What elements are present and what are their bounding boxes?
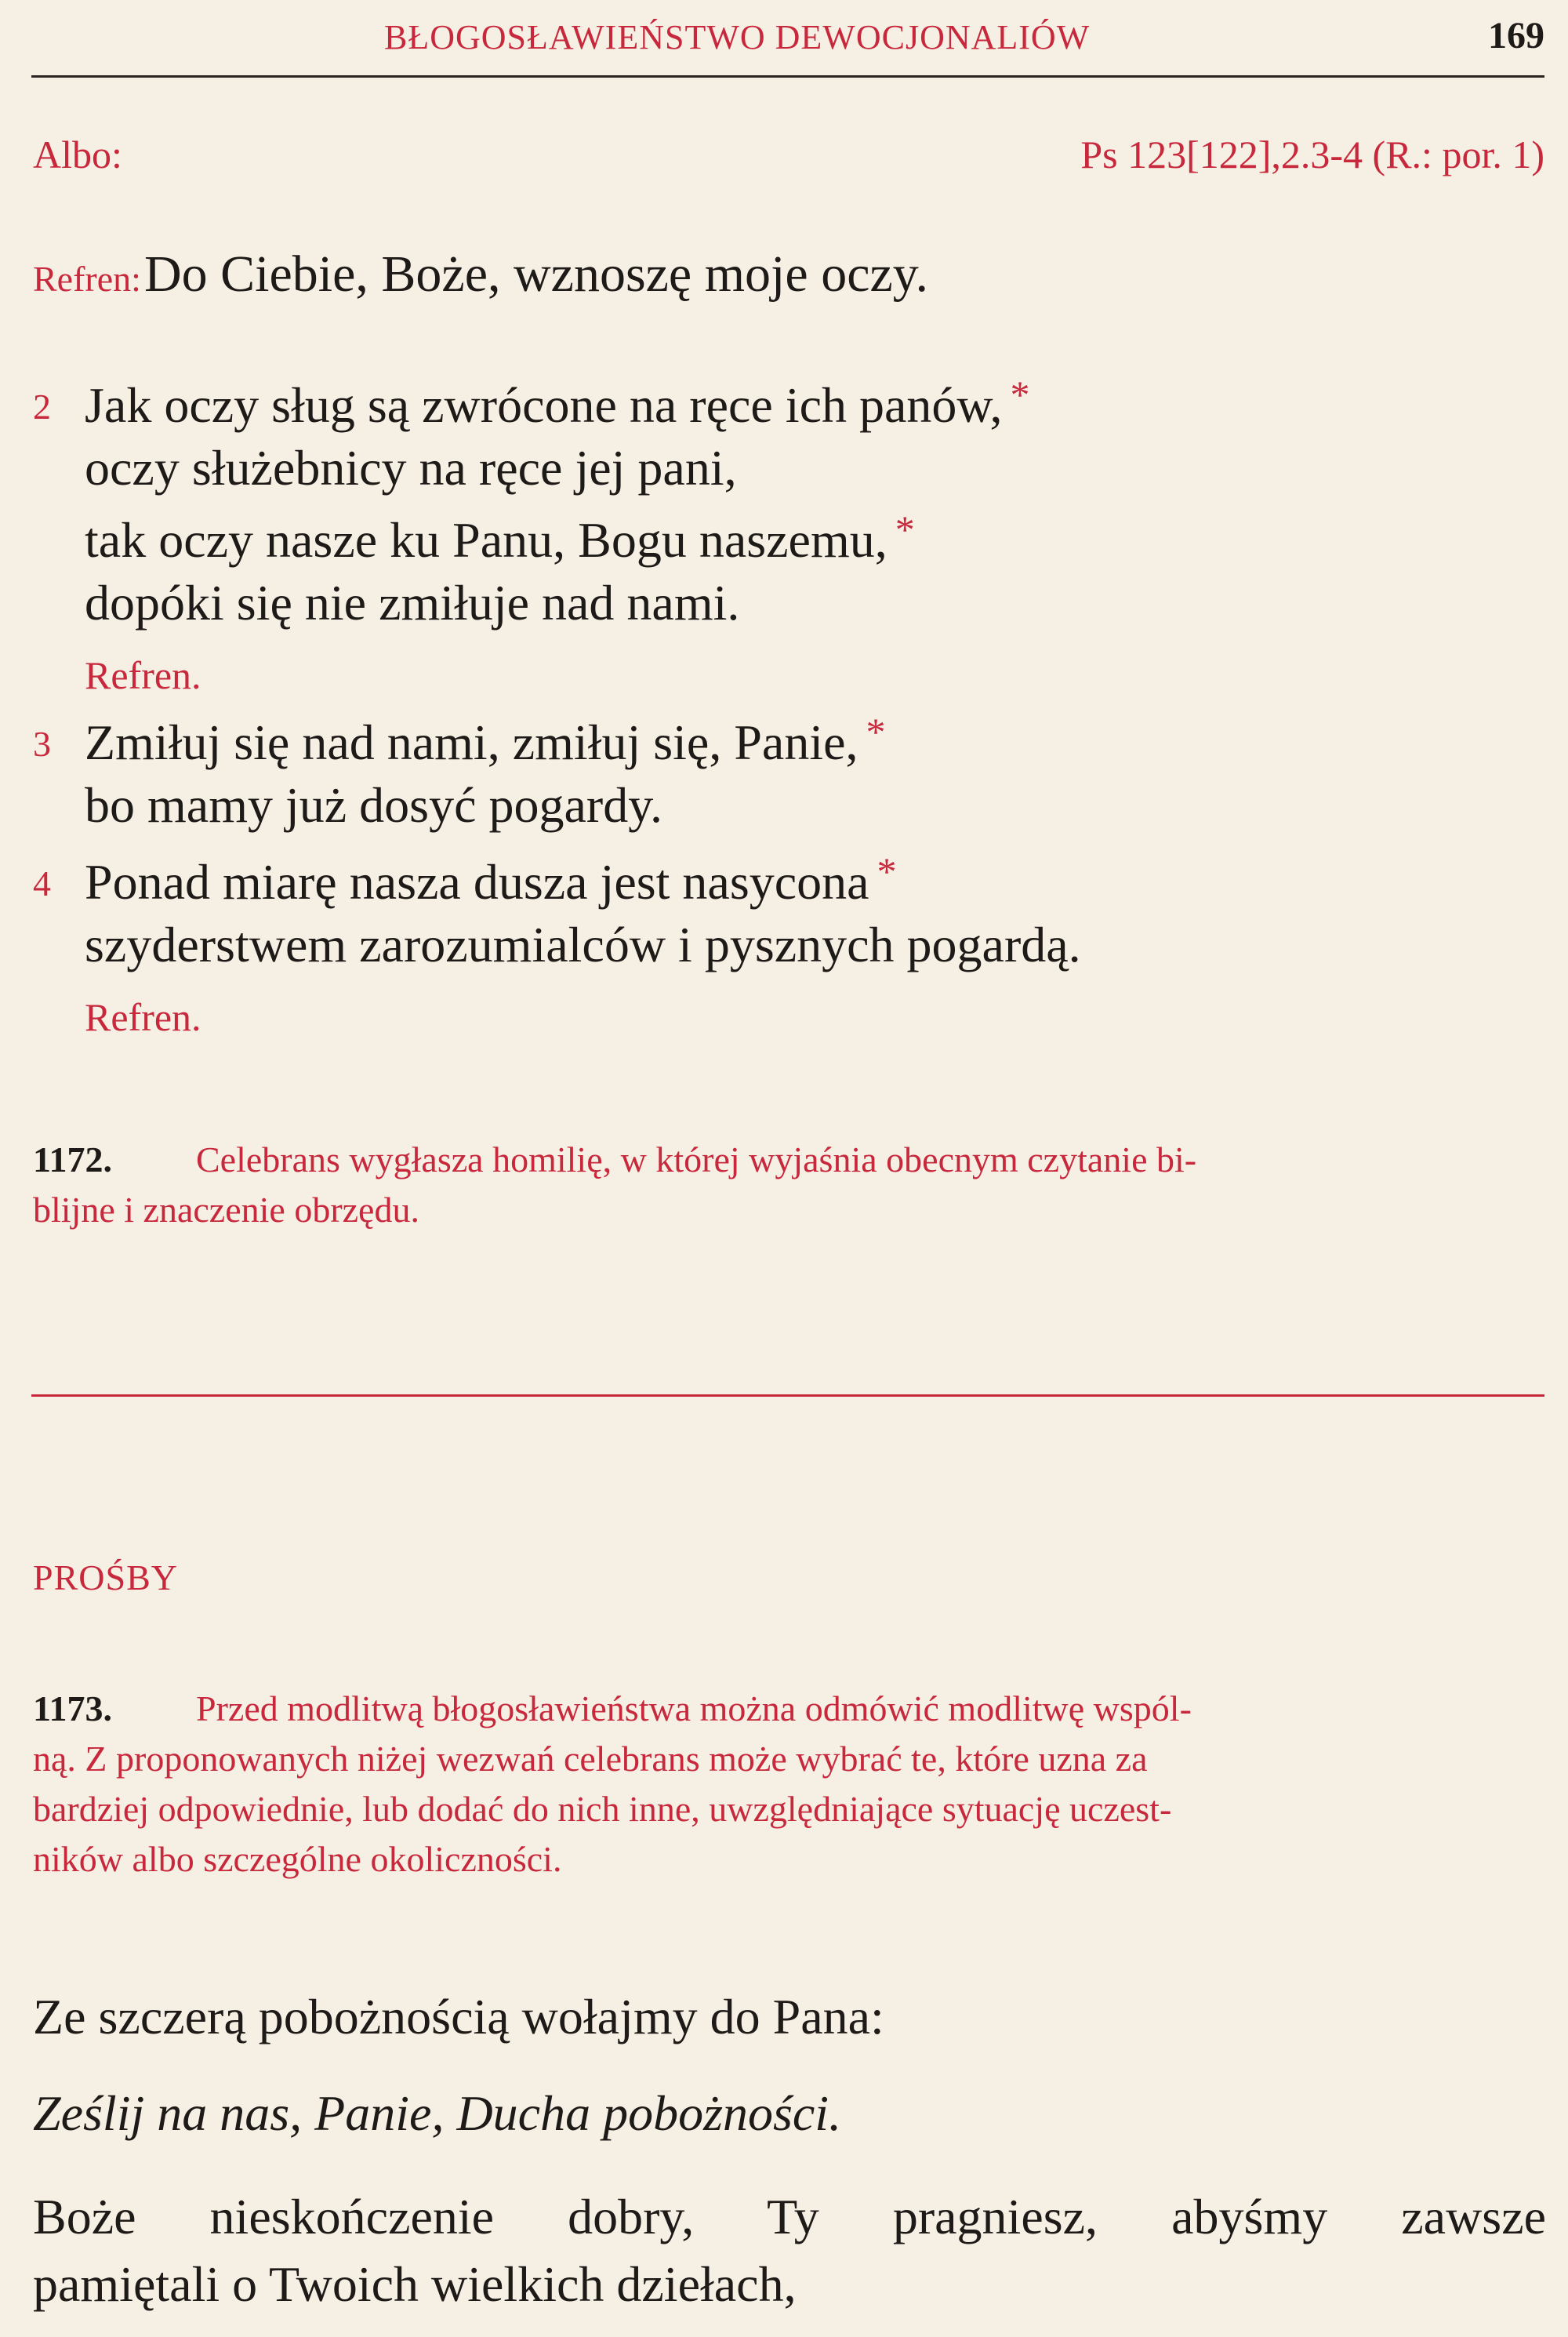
psalm-reference: Ps 123[122],2.3-4 (R.: por. 1) xyxy=(1080,133,1544,176)
verse-text: tak oczy nasze ku Panu, Bogu naszemu, xyxy=(85,512,887,568)
verse-line: szyderstwem zarozumialców i pysznych pogardą. xyxy=(85,917,1081,972)
rubric-number: 1173. xyxy=(33,1688,112,1728)
section-divider xyxy=(31,1394,1544,1397)
alternative-label: Albo: xyxy=(33,133,122,176)
rubric-number: 1172. xyxy=(33,1139,112,1179)
verse-number: 2 xyxy=(33,387,51,427)
verse-text: Zmiłuj się nad nami, zmiłuj się, Panie, xyxy=(85,714,858,770)
invitation-text: Ze szczerą pobożnością wołajmy do Pana: xyxy=(33,1989,884,2044)
refrain-repeat: Refren. xyxy=(85,995,201,1039)
verse-text: Ponad miarę nasza dusza jest nasycona xyxy=(85,854,869,910)
verse-line xyxy=(85,507,915,569)
verse-line: dopóki się nie zmiłuje nad nami. xyxy=(85,575,740,631)
verse-number: 4 xyxy=(33,863,51,903)
refrain-label: Refren: xyxy=(33,259,141,299)
verse-line xyxy=(85,372,1029,434)
verse-line: bo mamy już dosyć pogardy. xyxy=(85,777,663,833)
section-title: PROŚBY xyxy=(33,1557,178,1597)
asterisk-mark: * xyxy=(895,507,915,551)
refrain-repeat: Refren. xyxy=(85,653,201,697)
asterisk-mark: * xyxy=(1010,373,1030,416)
rubric-line: ną. Z proponowanych niżej wezwań celebrans może wybrać te, które uzna za xyxy=(33,1739,1148,1779)
rubric-line: ników albo szczególne okoliczności. xyxy=(33,1839,562,1879)
verse-line xyxy=(85,849,897,911)
refrain-text: Do Ciebie, Boże, wznoszę moje oczy. xyxy=(143,245,928,303)
running-header-title: BŁOGOSŁAWIEŃSTWO DEWOCJONALIÓW xyxy=(384,18,1091,56)
petition-line: pamiętali o Twoich wielkich dziełach, xyxy=(33,2256,797,2312)
page-number: 169 xyxy=(1488,15,1544,56)
verse-line xyxy=(85,709,886,772)
verse-line: oczy służebnicy na ręce jej pani, xyxy=(85,440,737,496)
verse-text: Jak oczy sług są zwrócone na ręce ich panów, xyxy=(85,377,1003,433)
header-rule xyxy=(31,75,1544,78)
asterisk-mark: * xyxy=(877,849,897,893)
asterisk-mark: * xyxy=(866,710,886,754)
verse-number: 3 xyxy=(33,724,51,764)
rubric-line: Celebrans wygłasza homilię, w której wyjaśnia obecnym czytanie bi- xyxy=(196,1139,1197,1179)
rubric-line: bardziej odpowiednie, lub dodać do nich inne, uwzględniające sytuację uczest- xyxy=(33,1789,1172,1829)
response-text: Ześlij na nas, Panie, Ducha pobożności. xyxy=(33,2085,842,2141)
refrain-line xyxy=(33,245,928,304)
rubric-line: blijne i znaczenie obrzędu. xyxy=(33,1190,419,1230)
rubric-line: Przed modlitwą błogosławieństwa można odmówić modlitwę wspól- xyxy=(196,1688,1192,1728)
petition-line: Boże nieskończenie dobry, Ty pragniesz, abyśmy zawsze xyxy=(33,2189,1546,2244)
